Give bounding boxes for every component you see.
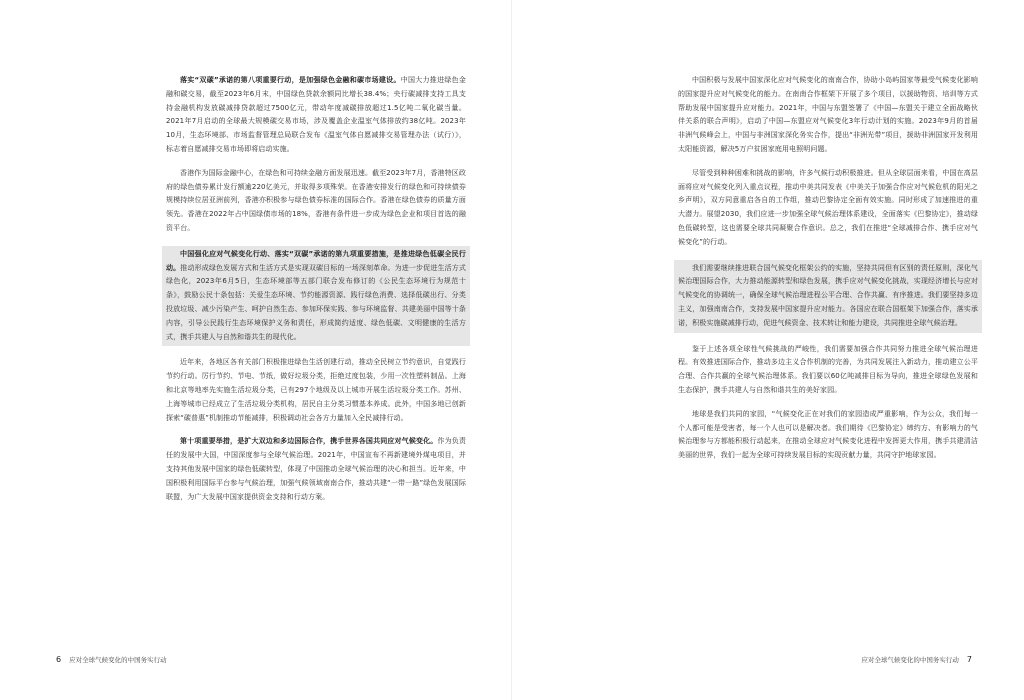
- paragraph-lead: 中国强化应对气候变化行动、落实“双碳”承诺的第九项重要措施，是推进绿色低碳全民行动。: [166, 249, 466, 272]
- paragraph-lead: 落实“双碳”承诺的第八项重要行动，是加强绿色金融和碳市场建设。: [180, 76, 401, 84]
- paragraph: [166, 356, 466, 425]
- paragraph: [678, 167, 978, 250]
- running-title: 应对全球气候变化的中国务实行动: [69, 656, 167, 664]
- paragraph-body: 中国大力推进绿色金融和碳交易，截至2023年6月末，中国绿色贷款余额同比增长38.4%；央行碳减排支持工具支持金融机构发放碳减排贷款超过7500亿元，带动年度减碳排放超过1.5亿吨二氧化碳当量。2021年7月启动的全球最大规模碳交易市场，涉及覆盖企业温室气体排放约38亿吨。2023年10月，生态环境部、市场监督管理总局联合发布《温室气体自愿减排交易管理办法（试行）》，标志着自愿减排交易市场即将启动实施。: [166, 76, 466, 153]
- paragraph-body: 作为负责任的发展中大国，中国深度参与全球气候治理。2021年，中国宣布不再新建境外煤电项目，并支持其他发展中国家的绿色低碳转型，体现了中国推动全球气候治理的决心和担当。近年来，中国积极利用国际平台参与气候治理，加强气候领域南南合作，推动共建“一带一路”绿色发展国际联盟，为广大发展中国家提供资金支持和行动方案。: [166, 437, 466, 501]
- running-title: 应对全球气候变化的中国务实行动: [861, 656, 959, 664]
- paragraph-body: 中国积极与发展中国家深化应对气候变化的南南合作，协助小岛屿国家等最受气候变化影响的国家提升应对气候变化的能力。在南南合作框架下开展了多个项目，以援助物资、培训等方式帮助发展中国家提升应对能力。2021年，中国与东盟签署了《中国—东盟关于建立全面战略伙伴关系的联合声明》，启动了中国—东盟应对气候变化3年行动计划的实施。2023年9月的首届非洲气候峰会上，中国与非洲国家深化务实合作，提出“非洲光带”项目，援助非洲国家开发利用太阳能资源，解决5万户贫困家庭用电照明问题。: [678, 76, 978, 153]
- paragraph: [166, 435, 466, 504]
- paragraph-highlighted: [162, 246, 470, 347]
- paragraph-body: 近年来，各地区各有关部门积极推进绿色生活创建行动，推动全民树立节约意识，自觉践行节约行动。厉行节约、节电、节纸，做好垃圾分类，拒绝过度包装，少用一次性塑料制品。上海和北京等地率先实施生活垃圾分类，已有297个地级及以上城市开展生活垃圾分类工作。苏州、上海等城市已经成立了生活垃圾分类机构，居民自主分类习惯基本养成。此外，中国多地已创新探索“碳普惠”机制推动节能减排，积极调动社会各方力量加入全民减排行动。: [166, 358, 466, 422]
- right-page: [512, 0, 1024, 700]
- paragraph-body: 鉴于上述各项全球性气候挑战的严峻性，我们需要加强合作共同努力推进全球气候治理进程。有效推进国际合作，推动多边主义合作机制的完善，为共同发展注入新动力，推动建立公平合理、合作共赢的全球气候治理体系。我们要以60亿吨减排目标为导向，推进全球绿色发展和生态保护，携手共建人与自然和谐共生的美好家园。: [678, 344, 978, 394]
- paragraph-body: 地球是我们共同的家园，“气候变化正在对我们的家园造成严重影响，作为公众，我们每一个人都可能是受害者，每一个人也可以是解决者。我们期待《巴黎协定》缔约方、有影响力的气候治理参与方都能积极行动起来，在推动全球应对气候变化进程中发挥更大作用，携手共建清洁美丽的世界，我们一起为全球可持续发展目标的实现贡献力量，共同守护地球家园。: [678, 409, 978, 460]
- paragraph-body: 尽管受到种种困难和挑战的影响，许多气候行动积极推进。但从全球层面来看，中国在高层面将应对气候变化列入重点议程，推动中美共同发表《中美关于加强合作应对气候危机的阳光之乡声明》，双方同意重启各自的工作组，推动巴黎协定全面有效实施。同时形成了加速推进的重大潜力。展望2030，我们应进一步加强全球气候治理体系建设，全面落实《巴黎协定》，推动绿色低碳转型，这也需要全球共同凝聚合作意识。总之，我们在推进“全球减排合作、携手应对气候变化”的行动。: [678, 168, 978, 246]
- paragraph-highlighted: [674, 260, 982, 333]
- paragraph-lead: 第十项重要举措，是扩大双边和多边国际合作，携手世界各国共同应对气候变化。: [180, 437, 438, 446]
- paragraph: [166, 167, 466, 236]
- paragraph-body: 我们需要继续推进联合国气候变化框架公约的实施，坚持共同但有区别的责任原则，深化气候治理国际合作，大力推动能源转型和绿色发展，携手应对气候变化挑战，实现经济增长与应对气候变化的协调统一，确保全球气候治理进程公平合理、合作共赢、有序推进。我们要坚持多边主义，加强南南合作，支持发展中国家提升应对能力。各国应在联合国框架下加强合作，落实承诺，积极实施碳减排行动，促进气候资金、技术转让和能力建设，共同推进全球气候治理。: [678, 263, 978, 327]
- paragraph: [166, 74, 466, 157]
- paragraph-body: 香港作为国际金融中心，在绿色和可持续金融方面发展迅速。截至2023年7月，香港特区政府的绿色债券累计发行额逾220亿美元，并取得多项殊荣。在香港安排发行的绿色和可持续债券规模持续位居亚洲前列，香港亦积极参与绿色债券标准的国际合作。香港在绿色债券的质量方面领先。香港在2022年占中国绿债市场的18%，香港有条件进一步成为绿色企业和项目首选的融资平台。: [166, 168, 466, 232]
- left-text-column: [166, 74, 466, 514]
- right-footer: [861, 655, 972, 664]
- page-number: 6: [56, 655, 62, 664]
- right-text-column: [678, 74, 978, 473]
- paragraph-body: 推动形成绿色发展方式和生活方式是实现双碳目标的一场深刻革命。为进一步促进生活方式绿色化，2023年6月5日，生态环境部等五部门联合发布修订的《公民生态环境行为规范十条》，鼓励公民十条包括：关爱生态环境、节约能源资源、践行绿色消费、选择低碳出行、分类投放垃圾、减少污染产生、呵护自然生态、参加环保实践、参与环境监督、共建美丽中国等十条内容，引导公民践行生态环境保护义务和责任，形成简约适度、绿色低碳、文明健康的生活方式，携手共建人与自然和谐共生的现代化。: [166, 263, 467, 341]
- paragraph: [678, 343, 978, 398]
- left-footer: [56, 655, 167, 664]
- paragraph: [678, 408, 978, 463]
- page-number: 7: [966, 655, 972, 664]
- paragraph: [678, 74, 978, 157]
